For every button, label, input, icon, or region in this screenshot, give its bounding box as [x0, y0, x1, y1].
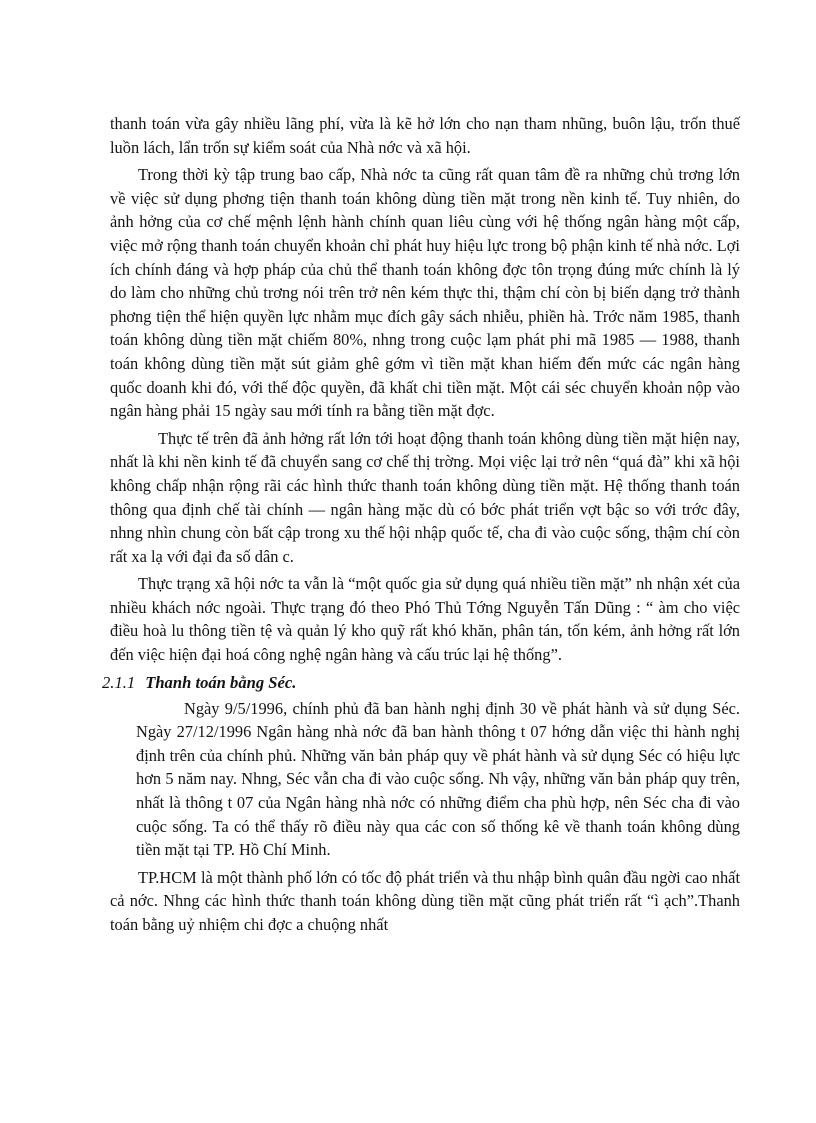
section-paragraph-2: TP.HCM là một thành phố lớn có tốc độ phát triển và thu nhập bình quân đầu ngời cao nhất cả nớc. Nhng các hình thức thanh toán không dùng tiền mặt cũng phát triển rất “ì ạch”.Thanh toán bằng uỷ nhiệm chi đợc a chuộng nhất — [110, 867, 740, 934]
section-title: Thanh toán bằng Séc. — [145, 672, 297, 692]
paragraph-4: Thực trạng xã hội nớc ta vẫn là “một quốc gia sử dụng quá nhiều tiền mặt” nh nhận xét của nhiều khách nớc ngoài. Thực trạng đó theo Phó Thủ Tớng Nguyễn Tấn Dũng : “ àm cho việc điều hoà lu thông tiền tệ và quản lý kho quỹ rất khó khăn, phân tán, tốn kém, ảnh hởng rất lớn đến việc hiện đại hoá công nghệ ngân hàng và cấu trúc lại hệ thống”. — [110, 574, 740, 665]
paragraph-3: Thực tế trên đã ảnh hởng rất lớn tới hoạt động thanh toán không dùng tiền mặt hiện nay, nhất là khi nền kinh tế đã chuyển sang cơ chế thị trờng. Mọi việc lại trở nên “quá đà” khi xã hội không chấp nhận rộng rãi các hình thức thanh toán không dùng tiền mặt. Hệ thống thanh toán thông qua định chế tài chính — ngân hàng mặc dù có bớc phát triển vợt bậc so với trớc đây, nhng nhìn chung còn bất cập trong xu thế hội nhập quốc tế, cha đi vào cuộc sống, thậm chí còn rất xa lạ với đại đa số dân c. — [110, 428, 740, 566]
section-body — [110, 697, 740, 862]
section-paragraph-1: Ngày 9/5/1996, chính phủ đã ban hành nghị định 30 về phát hành và sử dụng Séc. Ngày 27/12/1996 Ngân hàng nhà nớc đã ban hành thông t 07 hớng dẫn việc thi hành nghị định trên của chính phủ. Những văn bản pháp quy về phát hành và sử dụng Séc có hiệu lực hơn 5 năm nay. Nhng, Séc vẫn cha đi vào cuộc sống. Nh vậy, những văn bản pháp quy trên, nhất là thông t 07 của Ngân hàng nhà nớc có những điểm cha phù hợp, nên Séc cha đi vào cuộc sống. Ta có thể thấy rõ điều này qua các con số thống kê về thanh toán không dùng tiền mặt tại TP. Hồ Chí Minh. — [136, 698, 740, 860]
document-page — [102, 112, 740, 941]
paragraph-2: Trong thời kỳ tập trung bao cấp, Nhà nớc ta cũng rất quan tâm đề ra những chủ trơng lớn về việc sử dụng phơng tiện thanh toán không dùng tiền mặt trong nền kinh tế. Tuy nhiên, do ảnh hởng của cơ chế mệnh lệnh hành chính quan liêu cùng với hệ thống ngân hàng một cấp, việc mở rộng thanh toán chuyển khoản chỉ phát huy hiệu lực trong bộ phận kinh tế nhà nớc. Lợi ích chính đáng và hợp pháp của chủ thể thanh toán không đợc tôn trọng đúng mức chính là lý do làm cho những chủ trơng nói trên trở nên kém thực thi, thậm chí còn bị biến dạng trở thành phơng tiện thể hiện quyền lực nhằm mục đích gây sách nhiễu, phiền hà. Trớc năm 1985, thanh toán không dùng tiền mặt chiếm 80%, nhng trong cuộc lạm phát phi mã 1985 — 1988, thanh toán không dùng tiền mặt sút giảm ghê gớm vì tiền mặt khan hiếm đến mức các ngân hàng quốc doanh khi đó, với thế độc quyền, đã khất chi tiền mặt. Một cái séc chuyển khoản nộp vào ngân hàng phải 15 ngày sau mới tính ra bằng tiền mặt đợc. — [110, 165, 740, 421]
paragraph-1: thanh toán vừa gây nhiều lãng phí, vừa là kẽ hở lớn cho nạn tham nhũng, buôn lậu, trốn thuế luồn lách, lẩn trốn sự kiểm soát của Nhà nớc và xã hội. — [110, 114, 740, 157]
section-heading — [102, 671, 740, 695]
section-number: 2.1.1 — [102, 672, 136, 692]
